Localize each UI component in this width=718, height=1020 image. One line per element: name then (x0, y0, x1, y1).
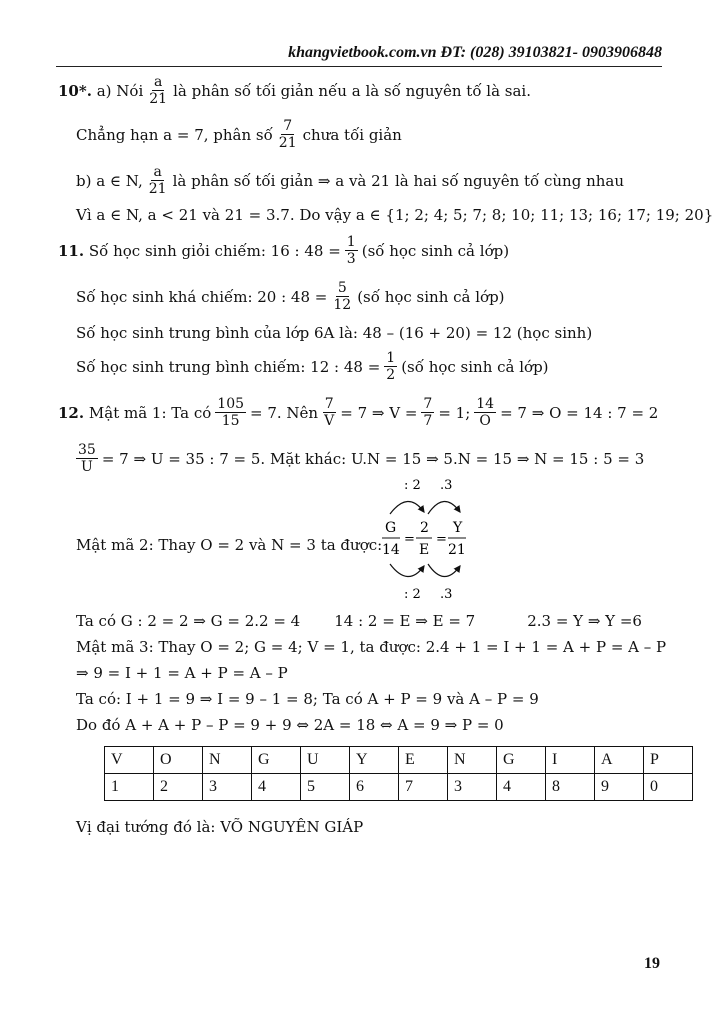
cipher-letter-cell: G (252, 747, 301, 774)
cipher-letter-cell: U (301, 747, 350, 774)
q12-mm3: Mật mã 3: Thay O = 2; G = 4; V = 1, ta được: 2.4 + 1 = I + 1 = A + P = A – P (76, 638, 667, 656)
arrow-bottom-2 (428, 564, 460, 577)
q10-example: Chẳng hạn a = 7, phân số $\frac{7}{21}$ chưa tối giản (76, 118, 402, 151)
q12-line-2: $\frac{35}{U}$ = 7 ⇒ U = 35 : 7 = 5. Mặt khác: U.N = 15 ⇒ 5.N = 15 ⇒ N = 15 : 5 = 3 (78, 442, 645, 475)
ratio-diagram (370, 474, 490, 602)
cipher-number-cell: 0 (644, 774, 693, 801)
fraction: $\frac{1}{2}$ (386, 350, 396, 383)
cipher-letter-cell: E (399, 747, 448, 774)
cipher-letter-cell: Y (350, 747, 399, 774)
page-header: khangvietbook.com.vn ĐT: (028) 39103821- 0903906848 (288, 44, 662, 61)
cipher-letters-row (105, 747, 693, 774)
diagram-f1-num: G (385, 520, 397, 536)
cipher-number-cell: 4 (497, 774, 546, 801)
fraction: $\frac{105}{15}$ (217, 396, 245, 429)
q12-line-1: 12. Mật mã 1: Ta có $\frac{105}{15}$ = 7. Nên $\frac{7}{V}$ = 7 ⇒ V = $\frac{7}{7}$ = 1; $\frac{14}{O}$ = 7 ⇒ O = 14 : 7 = 2 (58, 396, 659, 429)
result-e: 14 : 2 = E ⇒ E = 7 (334, 612, 476, 630)
cipher-letter-cell: O (154, 747, 203, 774)
cipher-number-cell: 3 (448, 774, 497, 801)
q12-mm2-text: Mật mã 2: Thay O = 2 và N = 3 ta được: (76, 536, 383, 554)
diagram-f2-num: 2 (420, 520, 429, 536)
result-g: Ta có G : 2 = 2 ⇒ G = 2.2 = 4 (76, 612, 301, 630)
cipher-letter-cell: V (105, 747, 154, 774)
arrow-top-1 (390, 501, 424, 514)
cipher-number-cell: 5 (301, 774, 350, 801)
diagram-f3-num: Y (453, 520, 463, 536)
diagram-bottom-label-1: : 2 (404, 587, 421, 602)
diagram-top-label-1: : 2 (404, 478, 421, 493)
q12-solve-a: Do đó A + A + P – P = 9 + 9 ⇔ 2A = 18 ⇔ A = 9 ⇒ P = 0 (76, 716, 504, 734)
diagram-f3-den: 21 (448, 542, 466, 558)
diagram-f1-den: 14 (382, 542, 400, 558)
header-rule (56, 66, 662, 67)
fraction: $\frac{14}{O}$ (476, 396, 495, 429)
arrow-bottom-1 (390, 564, 424, 577)
q12-answer: Vị đại tướng đó là: VÕ NGUYÊN GIÁP (76, 818, 364, 836)
q12-solve-i: Ta có: I + 1 = 9 ⇒ I = 9 – 1 = 8; Ta có A + P = 9 và A – P = 9 (76, 690, 539, 708)
diagram-top-label-2: .3 (440, 478, 453, 493)
result-y: 2.3 = Y ⇒ Y =6 (527, 612, 642, 630)
cipher-numbers-row (105, 774, 693, 801)
q10-number: 10*. (58, 81, 92, 100)
cipher-letter-cell: P (644, 747, 693, 774)
fraction: $\frac{7}{21}$ (278, 118, 297, 151)
cipher-number-cell: 2 (154, 774, 203, 801)
page-number: 19 (644, 955, 660, 972)
cipher-letter-cell: N (203, 747, 252, 774)
fraction: $\frac{1}{3}$ (346, 234, 356, 267)
fraction: $\frac{a}{21}$ (148, 164, 167, 197)
q11-line-2: Số học sinh khá chiếm: 20 : 48 = $\frac{5}{12}$ (số học sinh cả lớp) (76, 280, 505, 313)
fraction: $\frac{35}{U}$ (78, 442, 96, 475)
q11-line-4: Số học sinh trung bình chiếm: 12 : 48 = $\frac{1}{2}$ (số học sinh cả lớp) (76, 350, 549, 383)
cipher-letter-cell: G (497, 747, 546, 774)
q10-line-b: b) a ∈ N, $\frac{a}{21}$ là phân số tối giản ⇒ a và 21 là hai số nguyên tố cùng nhau (76, 164, 625, 197)
arrow-top-2 (428, 501, 460, 514)
cipher-number-cell: 3 (203, 774, 252, 801)
diagram-eq-1: = (404, 532, 415, 547)
q11-number: 11. (58, 241, 85, 260)
diagram-bottom-label-2: .3 (440, 587, 453, 602)
q11-line-3: Số học sinh trung bình của lớp 6A là: 48 – (16 + 20) = 12 (học sinh) (76, 324, 593, 342)
fraction: $\frac{7}{V}$ (324, 396, 335, 429)
fraction: $\frac{a}{21}$ (149, 74, 168, 107)
q10-line-a: 10*. a) Nói $\frac{a}{21}$ là phân số tối giản nếu a là số nguyên tố là sai. (58, 74, 531, 107)
cipher-number-cell: 6 (350, 774, 399, 801)
cipher-number-cell: 4 (252, 774, 301, 801)
cipher-number-cell: 1 (105, 774, 154, 801)
cipher-letter-cell: I (546, 747, 595, 774)
cipher-number-cell: 9 (595, 774, 644, 801)
cipher-letter-cell: A (595, 747, 644, 774)
fraction: $\frac{5}{12}$ (333, 280, 352, 313)
q12-result-row (76, 612, 642, 630)
diagram-eq-2: = (436, 532, 447, 547)
cipher-number-cell: 7 (399, 774, 448, 801)
q11-line-1: 11. Số học sinh giỏi chiếm: 16 : 48 = $\frac{1}{3}$ (số học sinh cả lớp) (58, 234, 510, 267)
q12-number: 12. (58, 403, 85, 422)
diagram-f2-den: E (419, 542, 430, 558)
q10-conclusion: Vì a ∈ N, a < 21 và 21 = 3.7. Do vậy a ∈ {1; 2; 4; 5; 7; 8; 10; 11; 13; 16; 17; 19; 20} (76, 206, 714, 224)
cipher-table (104, 746, 693, 801)
q12-mm3-implies: ⇒ 9 = I + 1 = A + P = A – P (76, 664, 288, 682)
fraction: $\frac{7}{7}$ (423, 396, 433, 429)
cipher-letter-cell: N (448, 747, 497, 774)
cipher-number-cell: 8 (546, 774, 595, 801)
